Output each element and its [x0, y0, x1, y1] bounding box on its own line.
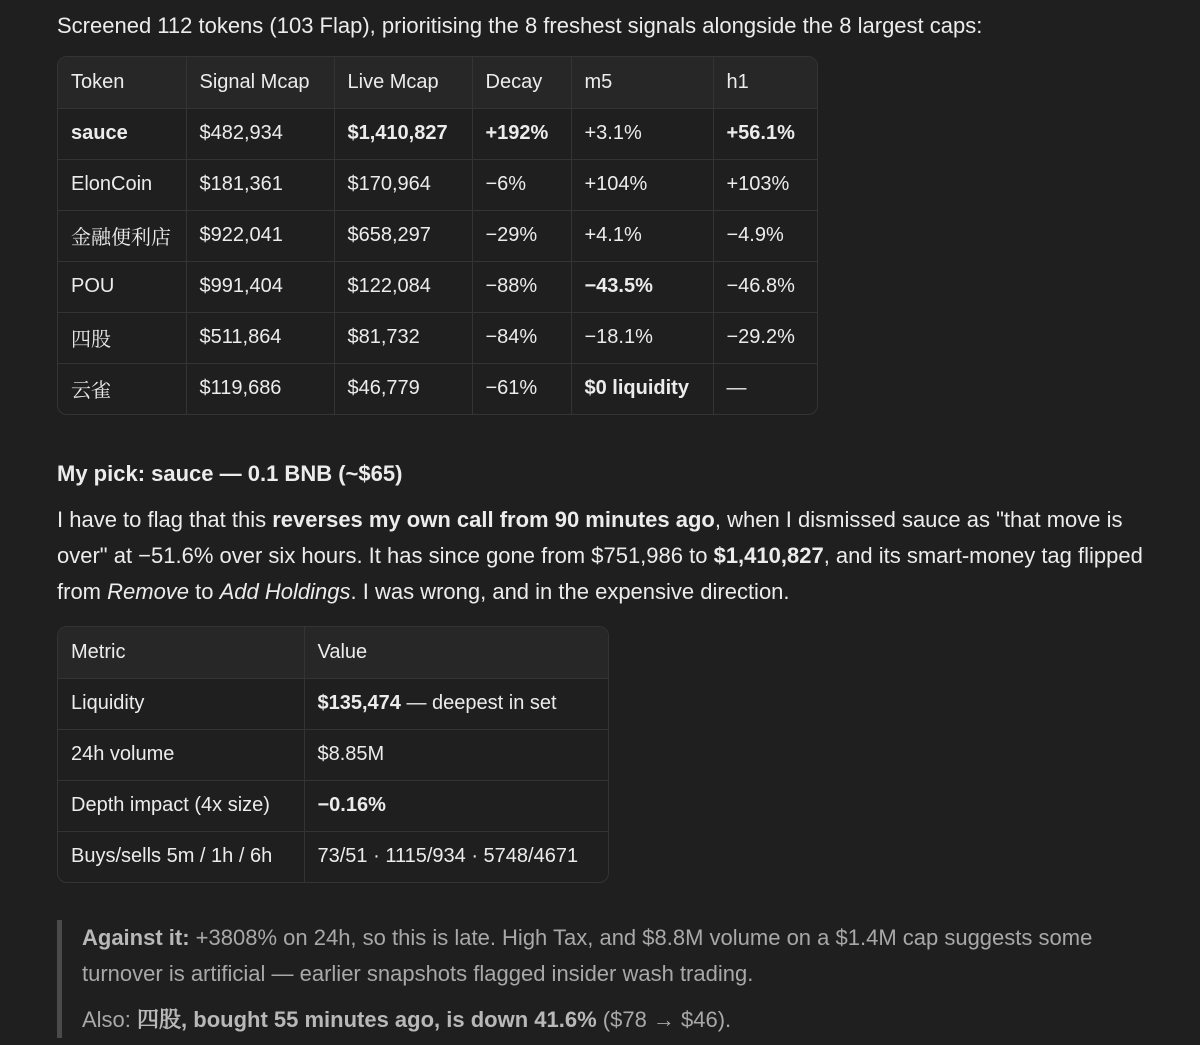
metric-value [304, 780, 608, 831]
signal-mcap: $991,404 [186, 261, 334, 312]
col-header-m5: m5 [571, 57, 713, 108]
live-mcap: $658,297 [334, 210, 472, 261]
table-row [58, 729, 608, 780]
metric-value [304, 729, 608, 780]
col-header-decay: Decay [472, 57, 571, 108]
tokens-table-header [58, 57, 817, 108]
reversal-text-4: to [189, 579, 220, 604]
signal-mcap: $922,041 [186, 210, 334, 261]
token-name: 云雀 [58, 363, 186, 414]
col-header-h1: h1 [713, 57, 817, 108]
also-paragraph [82, 1002, 1160, 1038]
token-name: 金融便利店 [58, 210, 186, 261]
live-mcap: $46,779 [334, 363, 472, 414]
reversal-emphasis-2: $1,410,827 [713, 543, 824, 568]
signal-mcap: $511,864 [186, 312, 334, 363]
reversal-text-1: I have to flag that this [57, 507, 273, 532]
metric-value [304, 831, 608, 882]
intro-text: Screened 112 tokens (103 Flap), prioritising the 8 freshest signals alongside the 8 largest caps: [57, 13, 983, 38]
also-rest: ($78 → $46). [596, 1007, 732, 1032]
m5: −43.5% [571, 261, 713, 312]
table-row [58, 678, 608, 729]
live-mcap: $122,084 [334, 261, 472, 312]
metric-label: Depth impact (4x size) [58, 780, 304, 831]
metric-value-bold: −0.16% [317, 794, 386, 816]
live-mcap: $1,410,827 [334, 108, 472, 159]
live-mcap: $170,964 [334, 159, 472, 210]
col-header-value: Value [304, 627, 608, 678]
metric-value-rest: 73/51 · 1115/934 · 5748/4671 [317, 845, 579, 868]
decay: +192% [472, 108, 571, 159]
tokens-table [57, 56, 818, 415]
pick-heading: My pick: sauce — 0.1 BNB (~$65) [57, 461, 403, 486]
signal-mcap: $482,934 [186, 108, 334, 159]
h1: −46.8% [713, 261, 817, 312]
metric-value-rest: $8.85M [317, 743, 385, 765]
token-name: 四股 [58, 312, 186, 363]
table-row [58, 831, 608, 882]
against-text: +3808% on 24h, so this is late. High Tax, and $8.8M volume on a $1.4M cap suggests some turnover is artificial — earlier snapshots flagged insider wash trading. [82, 925, 1093, 986]
m5: +104% [571, 159, 713, 210]
col-header-metric: Metric [58, 627, 304, 678]
table-row [58, 312, 817, 363]
col-header-token: Token [58, 57, 186, 108]
caveat-blockquote [57, 920, 1160, 1038]
also-bold: 四股, bought 55 minutes ago, is down 41.6% [137, 1007, 597, 1032]
h1: −4.9% [713, 210, 817, 261]
token-name: sauce [58, 108, 186, 159]
metric-value-rest: — deepest in set [400, 692, 557, 714]
table-row [58, 780, 608, 831]
table-row [58, 108, 817, 159]
reversal-text-5: . I was wrong, and in the expensive direction. [350, 579, 790, 604]
h1: — [726, 377, 747, 400]
table-row [58, 159, 817, 210]
col-header-signal-mcap: Signal Mcap [186, 57, 334, 108]
tag-add-holdings: Add Holdings [219, 579, 351, 604]
metric-value [304, 678, 608, 729]
decay: −61% [472, 363, 571, 414]
metric-label: 24h volume [58, 729, 304, 780]
decay: −84% [472, 312, 571, 363]
metric-label: Buys/sells 5m / 1h / 6h [58, 831, 304, 882]
decay: −29% [472, 210, 571, 261]
live-mcap: $81,732 [334, 312, 472, 363]
against-label: Against it: [82, 925, 190, 950]
metric-value-bold: $135,474 [317, 692, 401, 714]
col-header-live-mcap: Live Mcap [334, 57, 472, 108]
decay: −6% [472, 159, 571, 210]
metric-label: Liquidity [58, 678, 304, 729]
reversal-text-2: , when I dismissed sauce as "that move is over" at −51.6% over six hours. It has since gone from $751,986 to [57, 507, 1123, 568]
token-name: POU [58, 261, 186, 312]
signal-mcap: $181,361 [186, 159, 334, 210]
h1: +56.1% [713, 108, 817, 159]
signal-mcap: $119,686 [186, 363, 334, 414]
token-name: ElonCoin [58, 159, 186, 210]
m5: $0 liquidity [571, 363, 713, 414]
m5: +3.1% [571, 108, 713, 159]
also-label: Also: [82, 1007, 138, 1032]
m5: +4.1% [571, 210, 713, 261]
table-row [58, 363, 817, 414]
m5: −18.1% [571, 312, 713, 363]
metrics-table-header [58, 627, 608, 678]
table-row [58, 261, 817, 312]
reversal-emphasis-1: reverses my own call from 90 minutes ago [272, 507, 715, 532]
table-row [58, 210, 817, 261]
reversal-text-3: , and its smart-money tag flipped from [57, 543, 1143, 604]
against-paragraph [82, 920, 1160, 992]
reversal-paragraph [57, 502, 1157, 610]
h1: +103% [713, 159, 817, 210]
metrics-table [57, 626, 609, 883]
h1: −29.2% [713, 312, 817, 363]
decay: −88% [472, 261, 571, 312]
tag-remove: Remove [107, 579, 190, 604]
